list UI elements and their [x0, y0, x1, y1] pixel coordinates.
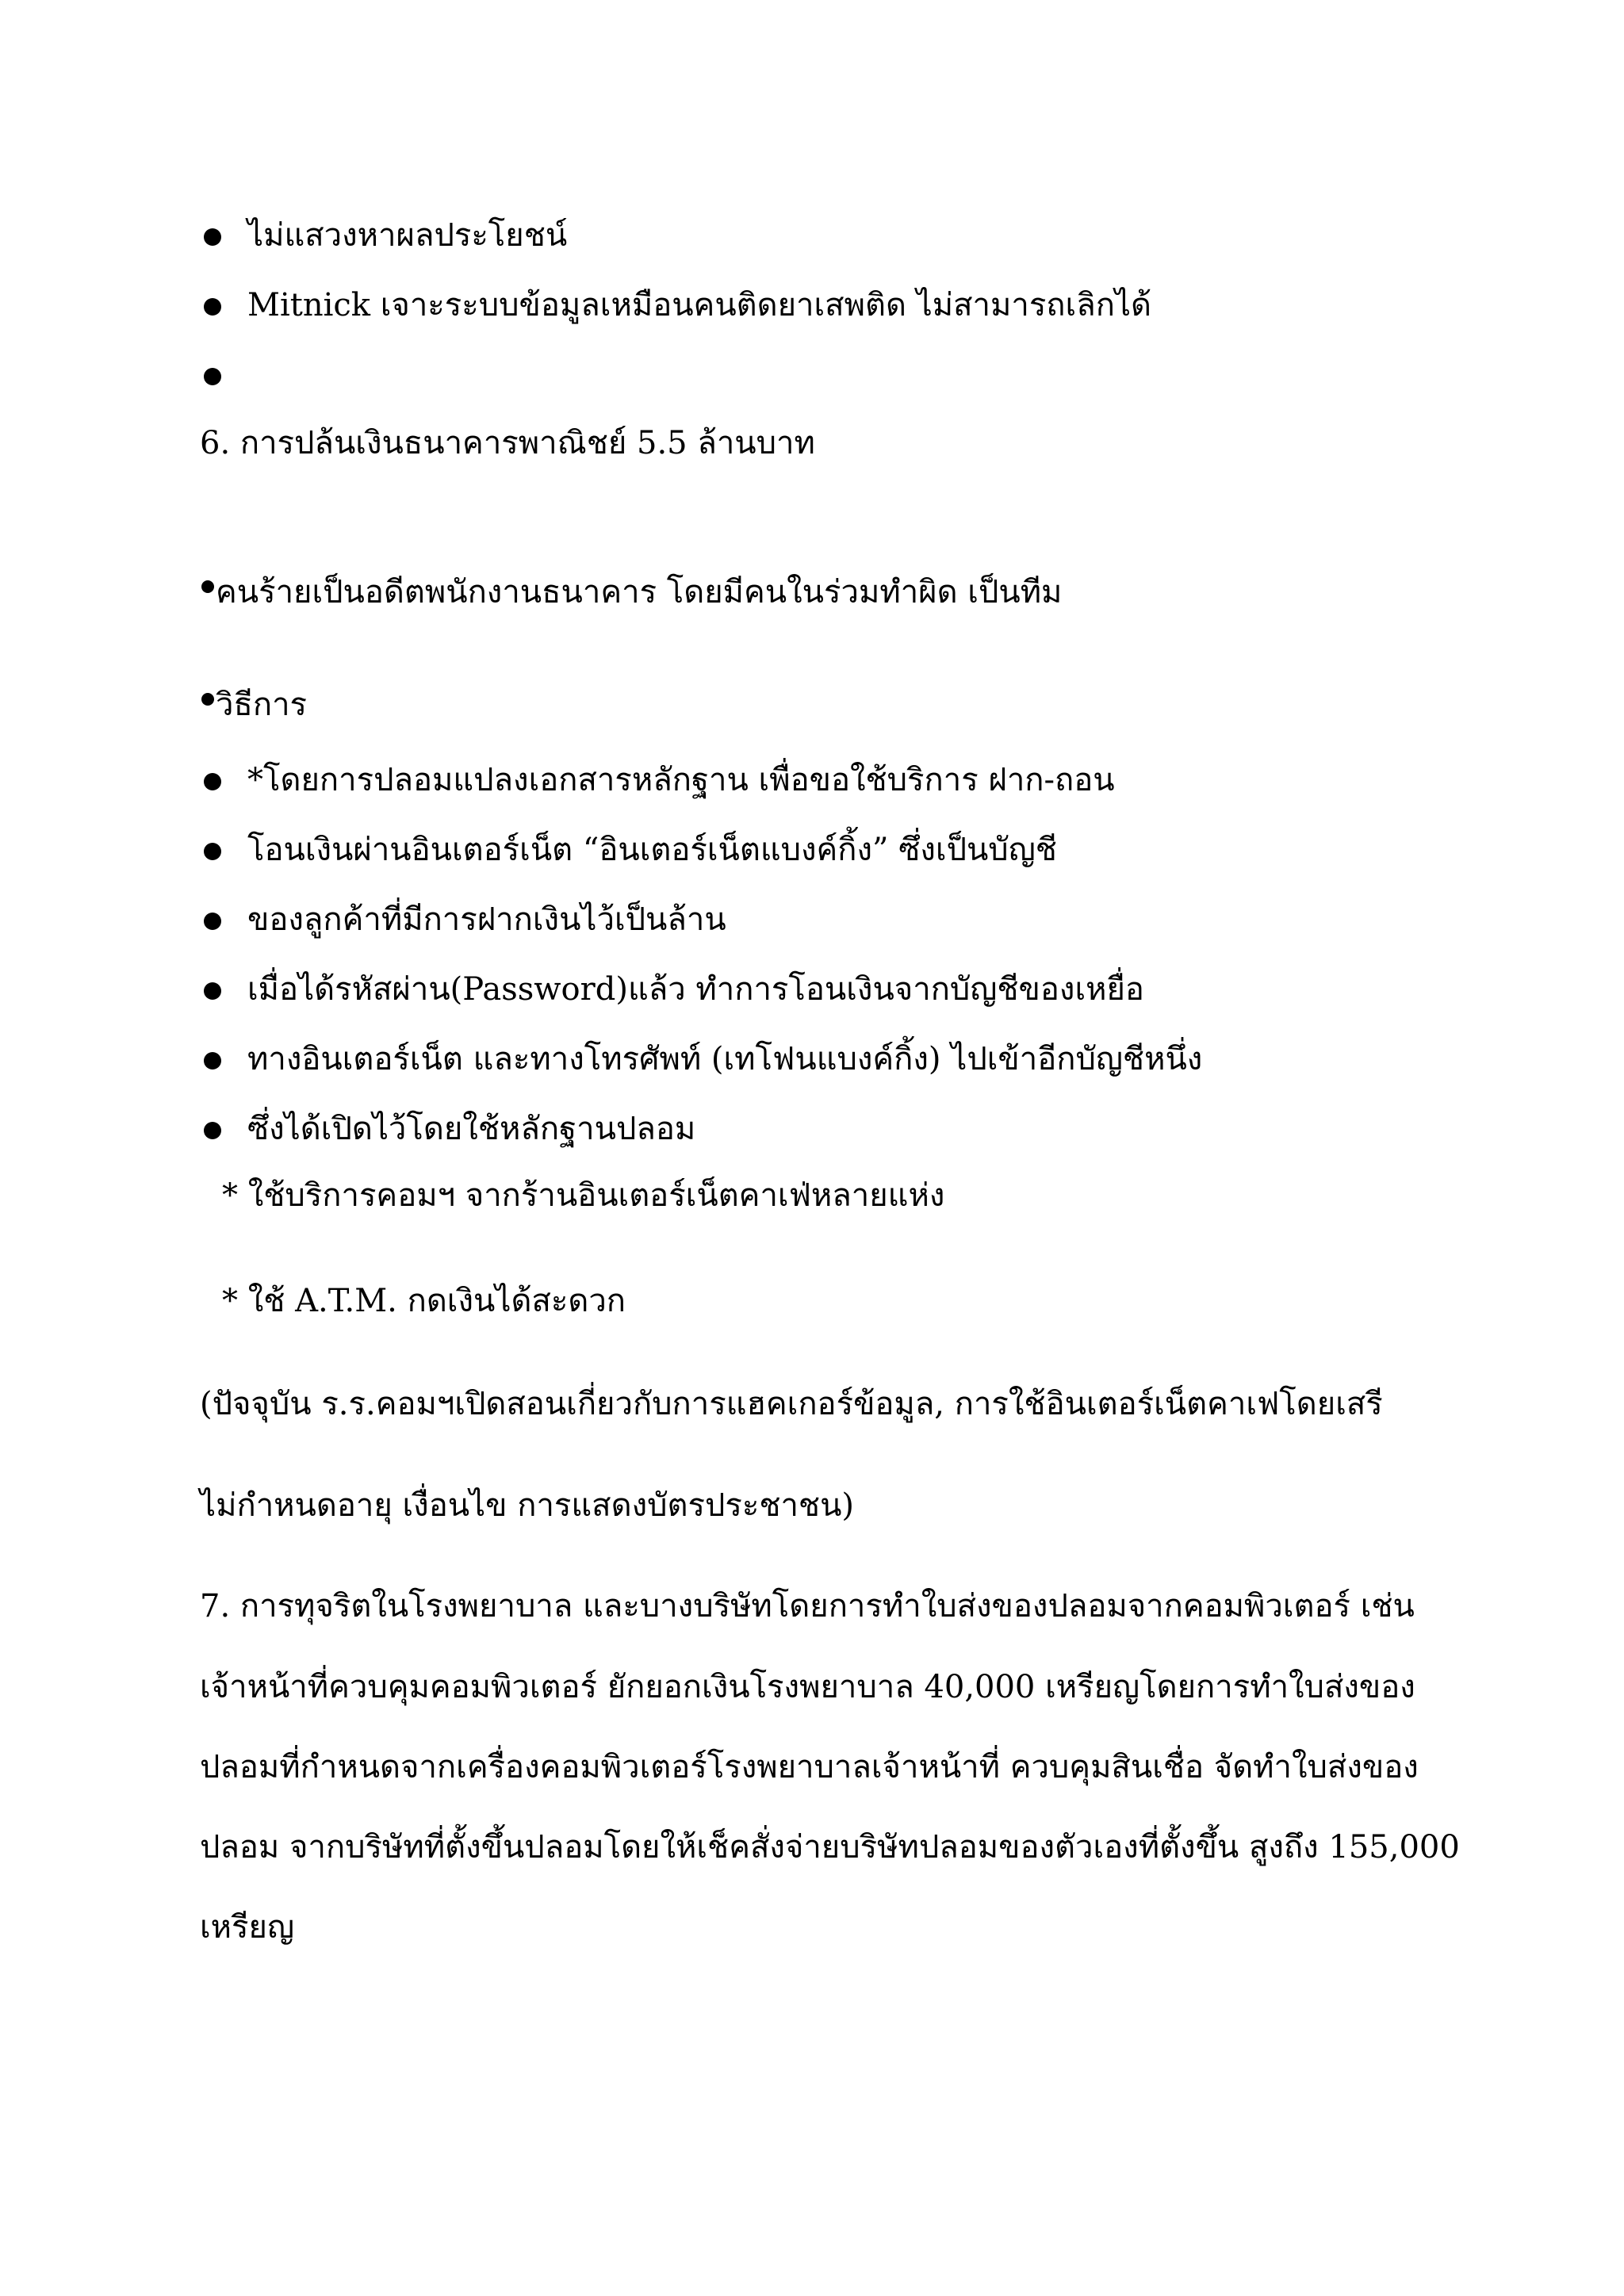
method-bullet-3: [204, 913, 221, 930]
section-7-line-3: ปลอมที่กำหนดจากเครื่องคอมพิวเตอร์โรงพยาบาลเจ้าหน้าที่ ควบคุมสินเชื่อ จัดทำใบส่งของ: [200, 1749, 1419, 1785]
method-bullet-4: [204, 982, 221, 1000]
method-bullet-1: [204, 773, 221, 790]
bullet-1: [204, 228, 221, 246]
method-bullet-5: [204, 1052, 221, 1070]
remark-line-2: ไม่กำหนดอายุ เงื่อนไข การแสดงบัตรประชาชน): [200, 1487, 855, 1524]
section-7-line-5: เหรียญ: [200, 1909, 295, 1946]
section-7-line-4: ปลอม จากบริษัทที่ตั้งขึ้นปลอมโดยให้เช็คสั่งจ่ายบริษัทปลอมของตัวเองที่ตั้งขึ้น สูงถึง 155,000: [200, 1829, 1460, 1866]
method-bullet-6: [204, 1122, 221, 1139]
section-7-line-1: 7. การทุจริตในโรงพยาบาล และบางบริษัทโดยการทำใบส่งของปลอมจากคอมพิวเตอร์ เช่น: [200, 1588, 1415, 1624]
bullet-text-2: Mitnick เจาะระบบข้อมูลเหมือนคนติดยาเสพติด ไม่สามารถเลิกได้: [247, 287, 1152, 323]
method-title: วิธีการ: [216, 687, 308, 723]
section-6-title: 6. การปล้นเงินธนาคารพาณิชย์ 5.5 ล้านบาท: [200, 425, 815, 461]
bullet-2: [204, 298, 221, 316]
method-bullet-2: [204, 843, 221, 860]
section-7-line-2: เจ้าหน้าที่ควบคุมคอมพิวเตอร์ ยักยอกเงินโรงพยาบาล 40,000 เหรียญโดยการทำใบส่งของ: [200, 1669, 1415, 1705]
offender-bullet: [201, 580, 214, 593]
remark-line-1: (ปัจจุบัน ร.ร.คอมฯเปิดสอนเกี่ยวกับการแฮคเกอร์ข้อมูล, การใช้อินเตอร์เน็ตคาเฟโดยเสรี: [200, 1386, 1383, 1422]
method-item-2: โอนเงินผ่านอินเตอร์เน็ต “อินเตอร์เน็ตแบงค์กิ้ง” ซึ่งเป็นบัญชี: [247, 832, 1057, 868]
bullet-text-1: ไม่แสวงหาผลประโยชน์: [247, 217, 568, 254]
method-item-6: ซึ่งได้เปิดไว้โดยใช้หลักฐานปลอม: [247, 1111, 696, 1147]
method-item-5: ทางอินเตอร์เน็ต และทางโทรศัพท์ (เทโฟนแบงค์กิ้ง) ไปเข้าอีกบัญชีหนึ่ง: [247, 1041, 1203, 1077]
offender-text: คนร้ายเป็นอดีตพนักงานธนาคาร โดยมีคนในร่วมทำผิด เป็นทีม: [216, 574, 1063, 610]
method-item-4: เมื่อได้รหัสผ่าน(Password)แล้ว ทำการโอนเงินจากบัญชีของเหยื่อ: [247, 971, 1144, 1008]
method-item-3: ของลูกค้าที่มีการฝากเงินไว้เป็นล้าน: [247, 901, 726, 938]
note-2: * ใช้ A.T.M. กดเงินได้สะดวก: [222, 1283, 626, 1319]
method-item-1: *โดยการปลอมแปลงเอกสารหลักฐาน เพื่อขอใช้บริการ ฝาก-ถอน: [247, 762, 1115, 798]
bullet-3: [204, 368, 221, 385]
method-bullet: [201, 693, 214, 706]
note-1: * ใช้บริการคอมฯ จากร้านอินเตอร์เน็ตคาเฟ่หลายแห่ง: [222, 1177, 945, 1214]
